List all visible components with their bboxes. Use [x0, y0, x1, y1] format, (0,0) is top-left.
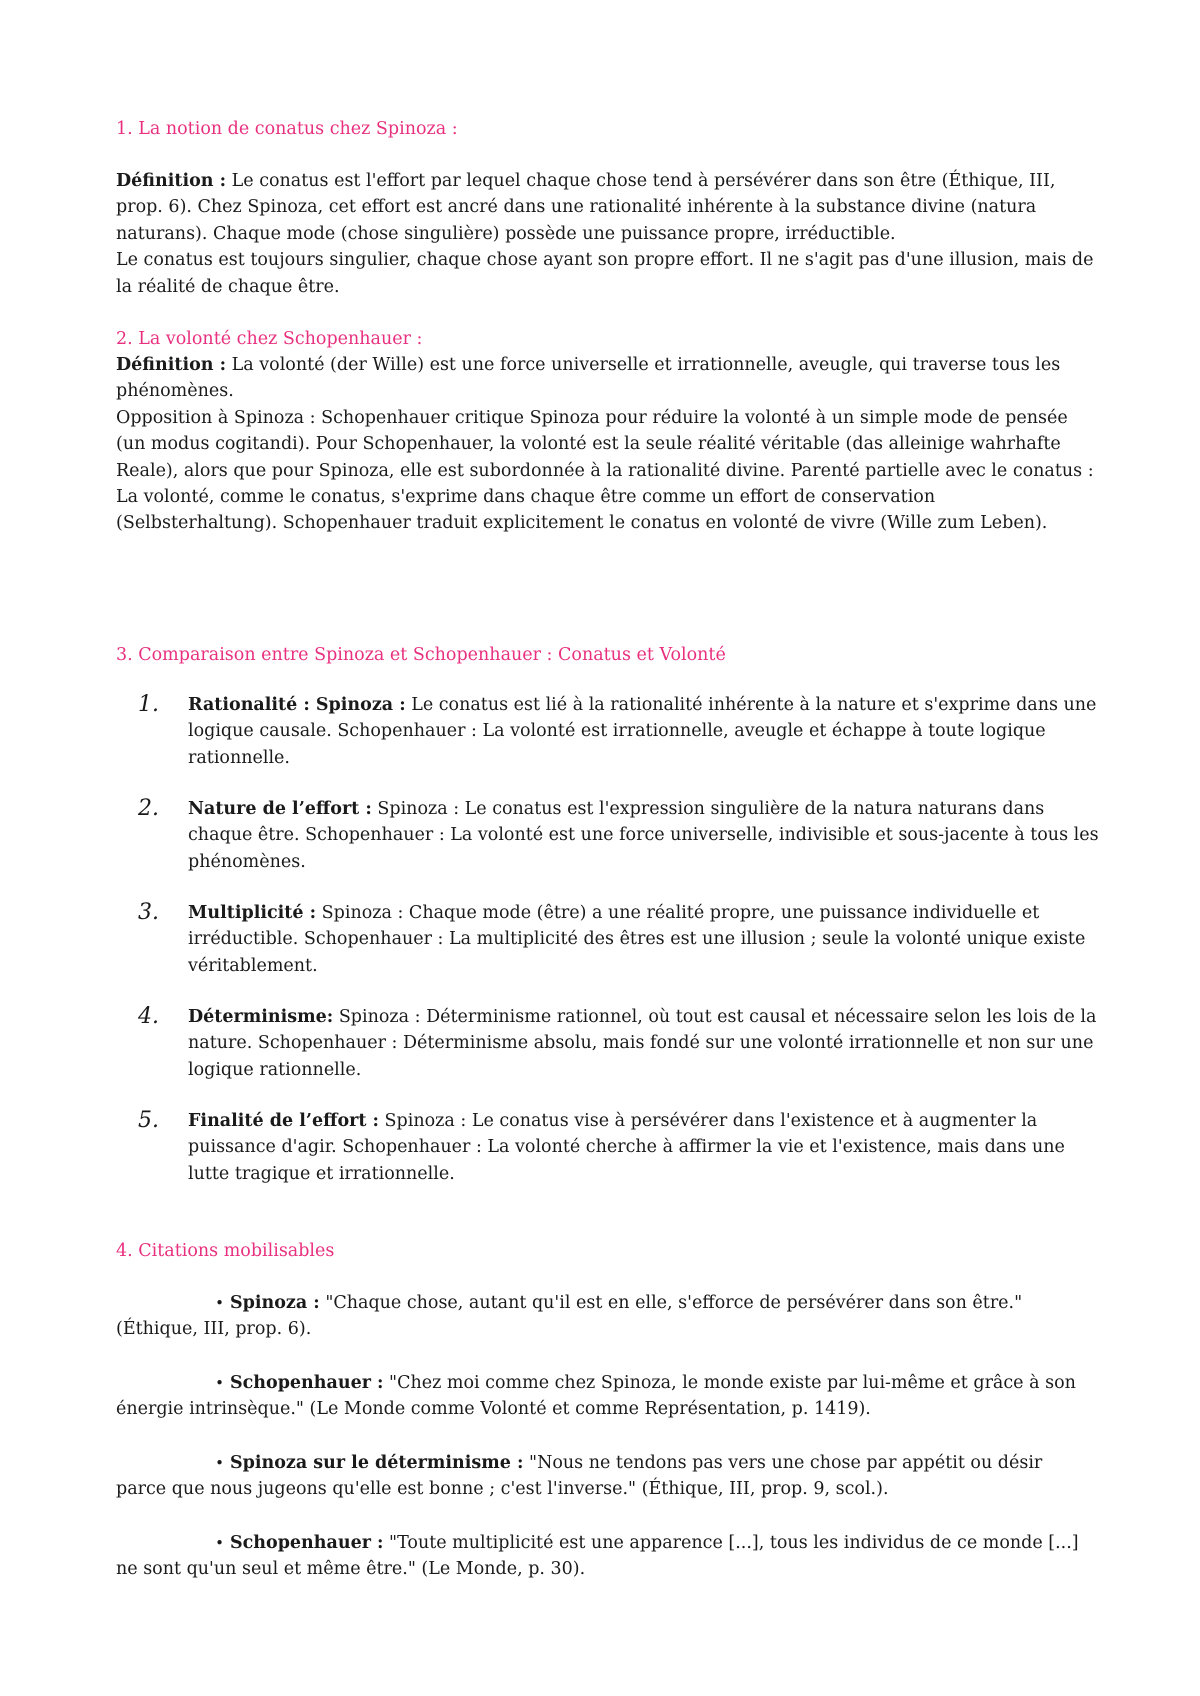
bullet-icon: • [215, 1374, 224, 1392]
comparison-item [116, 1004, 1106, 1083]
quote-item [116, 1290, 1096, 1343]
item-label: Déterminisme: [188, 1007, 334, 1027]
definition-label: Définition : [116, 355, 227, 375]
section-4-heading: 4. Citations mobilisables [116, 1241, 335, 1261]
item-number: 3. [138, 900, 159, 925]
comparison-item [116, 900, 1106, 979]
item-text [188, 796, 1106, 875]
section-1-definition [116, 168, 1096, 247]
section-3-heading: 3. Comparaison entre Spinoza et Schopenhauer : Conatus et Volonté [116, 645, 726, 665]
item-label: Finalité de l’effort : [188, 1111, 379, 1131]
item-text [188, 1004, 1106, 1083]
item-text [188, 900, 1106, 979]
bullet-icon: • [215, 1454, 224, 1472]
section-2-body [116, 352, 1096, 537]
quote-item [116, 1370, 1096, 1423]
quote-text: "Nous ne tendons pas vers une chose par appétit ou désir parce que nous jugeons qu'elle est bonne ; c'est l'inverse." (Éthique, III, prop. 9, scol.). [116, 1453, 1043, 1500]
section-1-heading: 1. La notion de conatus chez Spinoza : [116, 119, 458, 139]
definition-text: La volonté (der Wille) est une force universelle et irrationnelle, aveugle, qui traverse tous les phénomènes. [116, 355, 1061, 402]
item-label: Nature de l’effort : [188, 799, 372, 819]
item-text [188, 1108, 1106, 1187]
item-number: 2. [138, 796, 159, 821]
item-body: Spinoza : Chaque mode (être) a une réalité propre, une puissance individuelle et irréductible. Schopenhauer : La multiplicité des êtres est une illusion ; seule la volonté unique existe véritablement. [188, 903, 1086, 976]
section-1-body [116, 168, 1096, 300]
item-body: Spinoza : Le conatus est l'expression singulière de la natura naturans dans chaque être. Schopenhauer : La volonté est une force universelle, indivisible et sous-jacente à tous les phénomènes. [188, 799, 1099, 872]
item-number: 1. [138, 692, 159, 717]
definition-text: Le conatus est l'effort par lequel chaque chose tend à persévérer dans son être (Éthique, III, prop. 6). Chez Spinoza, cet effort est ancré dans une rationalité inhérente à la substance divine (natura naturans). Chaque mode (chose singulière) possède une puissance propre, irréductible. [116, 171, 1056, 244]
bullet-icon: • [215, 1534, 224, 1552]
quote-item [116, 1450, 1096, 1503]
section-2-heading: 2. La volonté chez Schopenhauer : [116, 329, 423, 349]
comparison-item [116, 796, 1106, 875]
quote-author: Spinoza : [230, 1293, 320, 1313]
bullet-icon: • [215, 1294, 224, 1312]
item-body: Spinoza : Le conatus vise à persévérer dans l'existence et à augmenter la puissance d'agir. Schopenhauer : La volonté cherche à affirmer la vie et l'existence, mais dans une lutte tragique et irrationnelle. [188, 1111, 1065, 1184]
item-label: Rationalité : Spinoza : [188, 695, 406, 715]
item-label: Multiplicité : [188, 903, 317, 923]
section-2-definition [116, 352, 1096, 405]
quote-text: "Toute multiplicité est une apparence [...], tous les individus de ce monde [...] ne sont qu'un seul et même être." (Le Monde, p. 30). [116, 1533, 1079, 1580]
section-1-paragraph: Le conatus est toujours singulier, chaque chose ayant son propre effort. Il ne s'agit pas d'une illusion, mais de la réalité de chaque être. [116, 250, 1094, 297]
section-2-paragraph: Opposition à Spinoza : Schopenhauer critique Spinoza pour réduire la volonté à un simple mode de pensée (un modus cogitandi). Pour Schopenhauer, la volonté est la seule réalité véritable (das alleinige wahrhafte Reale), alors que pour Spinoza, elle est subordonnée à la rationalité divine. Parenté partielle avec le conatus : La volonté, comme le conatus, s'exprime dans chaque être comme un effort de conservation (Selbsterhaltung). Schopenhauer traduit explicitement le conatus en volonté de vivre (Wille zum Leben). [116, 407, 1094, 534]
quote-text: "Chez moi comme chez Spinoza, le monde existe par lui-même et grâce à son énergie intrinsèque." (Le Monde comme Volonté et comme Représentation, p. 1419). [116, 1373, 1076, 1420]
quote-item [116, 1530, 1096, 1583]
quote-author: Schopenhauer : [230, 1533, 384, 1553]
comparison-item [116, 1108, 1106, 1187]
item-text [188, 692, 1106, 771]
item-body: Le conatus est lié à la rationalité inhérente à la nature et s'exprime dans une logique causale. Schopenhauer : La volonté est irrationnelle, aveugle et échappe à toute logique rationnelle. [188, 695, 1097, 768]
item-number: 5. [138, 1108, 159, 1133]
comparison-item [116, 692, 1106, 771]
definition-label: Définition : [116, 171, 227, 191]
quote-author: Schopenhauer : [230, 1373, 384, 1393]
quote-author: Spinoza sur le déterminisme : [230, 1453, 524, 1473]
item-number: 4. [138, 1004, 159, 1029]
item-body: Spinoza : Déterminisme rationnel, où tout est causal et nécessaire selon les lois de la nature. Schopenhauer : Déterminisme absolu, mais fondé sur une volonté irrationnelle et non sur une logique rationnelle. [188, 1007, 1097, 1080]
quote-text: "Chaque chose, autant qu'il est en elle, s'efforce de persévérer dans son être." (Éthique, III, prop. 6). [116, 1293, 1023, 1340]
